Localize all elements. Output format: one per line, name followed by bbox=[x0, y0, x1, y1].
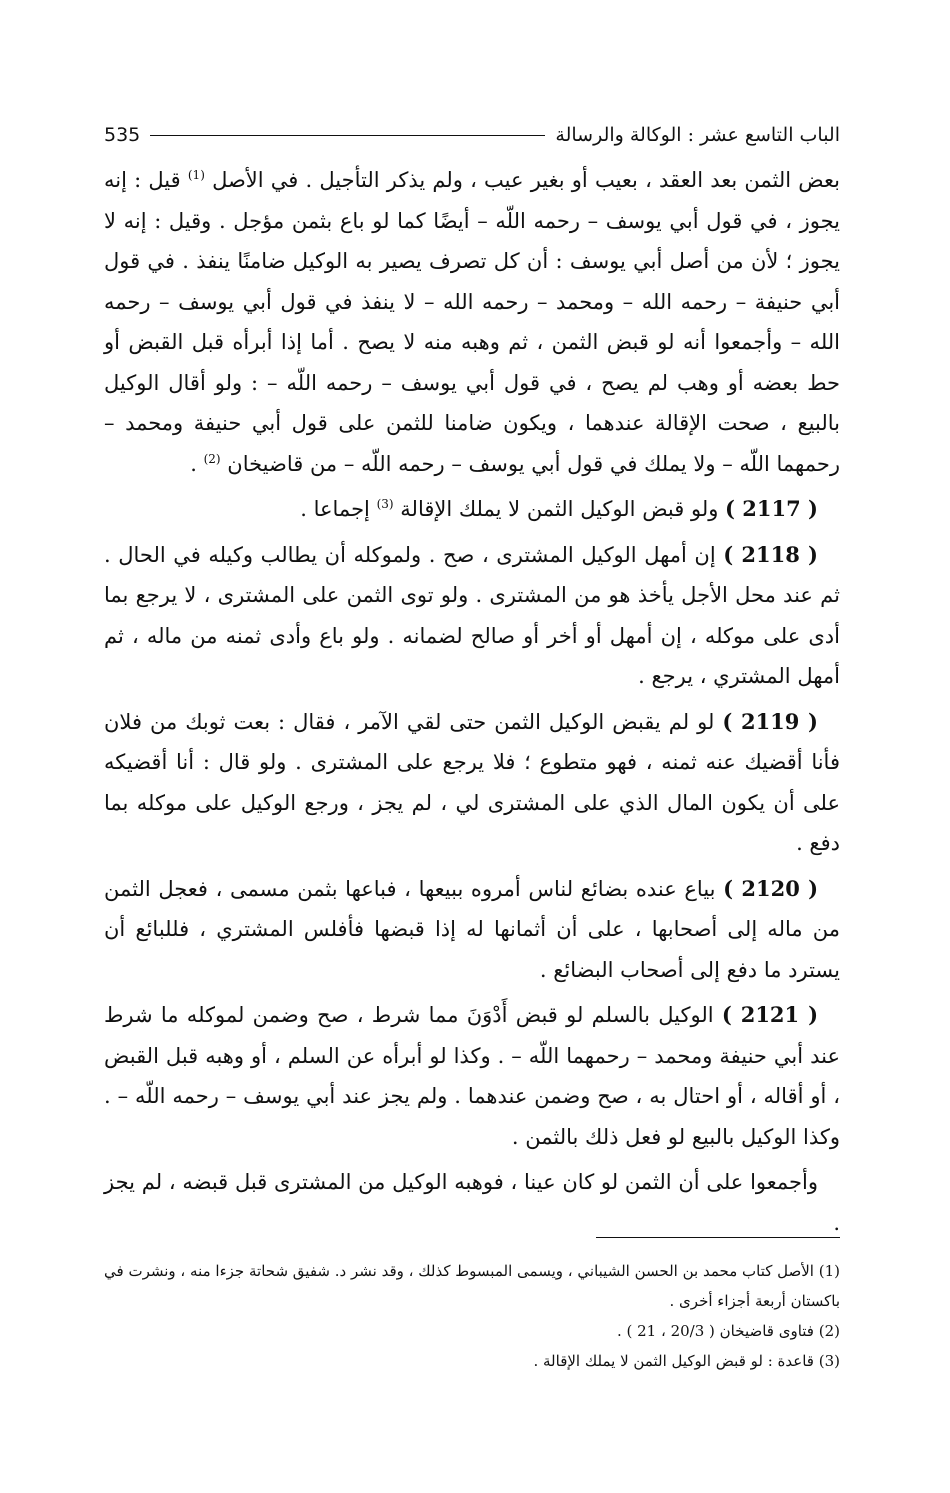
footnote-ref-1: (1) bbox=[187, 168, 205, 182]
footnote-2: (2) فتاوى قاضيخان ( 20/3 ، 21 ) . bbox=[616, 1322, 840, 1340]
text-run: قيل : إنه يجوز ، في قول أبي يوسف – رحمه اللّه – أيضًا كما لو باع بثمن مؤجل . وقيل : إنه لا يجوز ؛ لأن من أصل أبي يوسف : أن كل تصرف يصير به الوكيل ضامنًا ينفذ . في قول أبي حنيفة – رحمه الله – ومحمد – رحمه الله – لا ينفذ في قول أبي يوسف – رحمه الله – وأجمعوا أنه لو قبض الثمن ، ثم وهبه منه لا يصح . أما إذا أبرأه قبل القبض أو حط بعضه أو وهب لم يصح ، في قول أبي يوسف – رحمه اللّه – : ولو أقال الوكيل بالبيع ، صحت الإقالة عندهما ، ويكون ضامنا للثمن على قول أبي حنيفة ومحمد – رحمهما اللّه – ولا يملك في قول أبي يوسف – رحمه اللّه – من قاضيخان bbox=[104, 168, 840, 476]
running-header bbox=[104, 118, 840, 152]
issue-number: ( 2118 ) bbox=[723, 541, 818, 567]
issue-number: ( 2121 ) bbox=[721, 1002, 819, 1027]
text-run: وأجمعوا على أن الثمن لو كان عينا ، فوهبه الوكيل من المشترى قبل قبضه ، لم يجز . bbox=[104, 1170, 840, 1235]
paragraph-2121 bbox=[104, 995, 840, 1157]
text-run: إن أمهل الوكيل المشترى ، صح . ولموكله أن يطالب وكيله في الحال . ثم عند محل الأجل يأخذ هو من المشترى . ولو توى الثمن على المشترى ، لا يرجع بما أدى على موكله ، إن أمهل أو أخر أو صالح لضمانه . ولو باع وأدى ثمنه من ماله ، ثم أمهل المشتري ، يرجع . bbox=[104, 542, 840, 688]
main-text bbox=[104, 160, 840, 1248]
issue-number: ( 2119 ) bbox=[722, 708, 818, 734]
footnote-separator bbox=[596, 1237, 840, 1238]
text-run: بياع عنده بضائع لناس أمروه ببيعها ، فباعها بثمن مسمى ، فعجل الثمن من ماله إلى أصحابها ، على أن أثمانها له إذا قبضها فأفلس المشتري ، فللبائع أن يسترد ما دفع إلى أصحاب البضائع . bbox=[104, 876, 840, 982]
text-run: بعض الثمن بعد العقد ، بعيب أو بغير عيب ، ولم يذكر التأجيل . في الأصل bbox=[212, 168, 840, 192]
paragraph-2119 bbox=[104, 702, 840, 864]
footnote-3: (3) قاعدة : لو قبض الوكيل الثمن لا يملك الإقالة . bbox=[533, 1352, 840, 1370]
text-run: . bbox=[190, 451, 197, 476]
footnotes bbox=[104, 1256, 840, 1376]
footnote-1: (1) الأصل كتاب محمد بن الحسن الشيباني ، ويسمى المبسوط كذلك ، وقد نشر د. شفيق شحاتة جزءا منه ، ونشرت في باكستان أربعة أجزاء أخرى . bbox=[104, 1262, 840, 1310]
chapter-title: الباب التاسع عشر : الوكالة والرسالة bbox=[555, 124, 840, 146]
footnote-ref-3: (3) bbox=[376, 497, 394, 511]
issue-number: ( 2120 ) bbox=[723, 875, 819, 901]
text-run: الوكيل بالسلم لو قبض أَدْوَنَ مما شرط ، صح وضمن لموكله ما شرط عند أبي حنيفة ومحمد – رحمهما اللّه – . وكذا لو أبرأه عن السلم ، أو وهبه قبل القبض ، أو أقاله ، أو احتال به ، صح وضمن عندهما . ولم يجز عند أبي يوسف – رحمه اللّه – . وكذا الوكيل بالبيع لو فعل ذلك بالثمن . bbox=[104, 1003, 840, 1149]
text-run: إجماعا . bbox=[300, 497, 370, 521]
issue-number: ( 2117 ) bbox=[725, 496, 818, 521]
paragraph-2118 bbox=[104, 535, 840, 697]
text-run: ولو قبض الوكيل الثمن لا يملك الإقالة bbox=[400, 497, 719, 521]
paragraph-continuation bbox=[104, 160, 840, 484]
text-run: لو لم يقبض الوكيل الثمن حتى لقي الآمر ، فقال : بعت ثوبك من فلان فأنا أقضيك عنه ثمنه ، فهو متطوع ؛ فلا يرجع على المشترى . ولو قال : أنا أقضيكه على أن يكون المال الذي على المشترى لي ، لم يجز ، ورجع الوكيل على موكله بما دفع . bbox=[104, 709, 840, 855]
paragraph-2117 bbox=[104, 489, 840, 530]
footnote-ref-2: (2) bbox=[203, 451, 221, 466]
paragraph-2120 bbox=[104, 869, 840, 991]
header-rule bbox=[150, 135, 545, 136]
page-number: 535 bbox=[104, 124, 141, 146]
paragraph-consensus bbox=[104, 1162, 840, 1243]
